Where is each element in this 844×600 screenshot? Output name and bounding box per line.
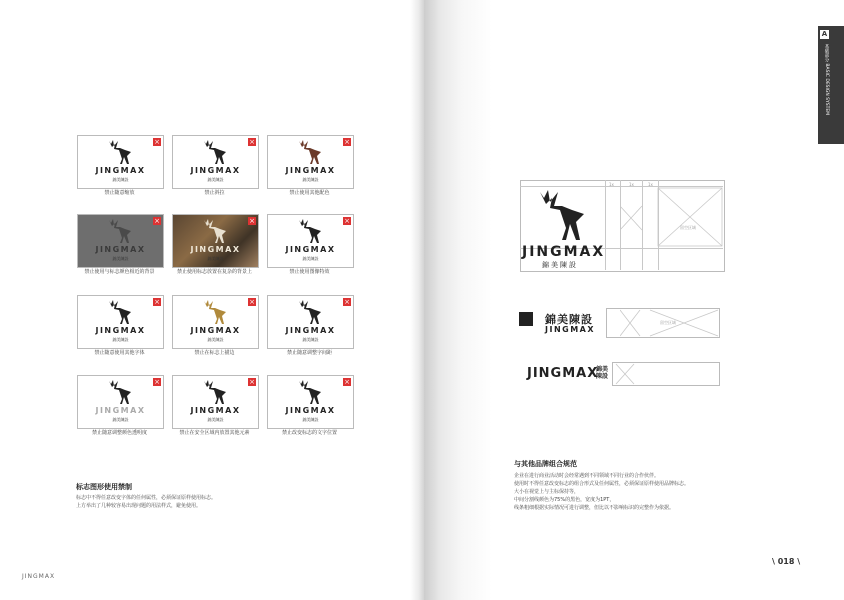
prohibited-x-icon: × (154, 298, 160, 306)
misuse-card (267, 375, 354, 429)
card-chinese: 錦美陳設 (302, 256, 319, 261)
right-section-title: 与其他品牌组合规范 (514, 460, 577, 468)
card-chinese: 錦美陳設 (302, 417, 319, 422)
misuse-card (267, 214, 354, 268)
grid-label: 1x (629, 182, 634, 187)
left-section-title: 标志图形使用禁制 (76, 483, 132, 491)
prohibited-x-icon: × (154, 378, 160, 386)
misuse-caption: 禁止使用与标志颜色相近的背景 (84, 269, 155, 275)
card-chinese: 錦美陳設 (112, 417, 129, 422)
side-tab-text: 基础部分 BASIC DESIGN SYSTEM (824, 44, 829, 116)
prohibited-x-icon: × (154, 138, 160, 146)
deer-logo-icon (295, 139, 325, 165)
card-wordmark: JINGMAX (285, 406, 336, 415)
misuse-card (267, 135, 354, 189)
card-wordmark: JINGMAX (190, 245, 241, 254)
prohibited-x-icon: × (249, 298, 255, 306)
deer-logo-icon (295, 299, 325, 325)
right-paragraph: 企业在进行商业活动时会经常遇到不同领域不同行业的合作伙伴。 使用时不得任意改变标志的组合形式及任何属性，必须保证原样使用品牌标志。 大小在视觉上与主标保持等， 中间分割线颜色为75%的黑色，宽度为1PT， 线条粗细根据实际情况可进行调整，但比以不影响标识的完整作为依据。 (514, 473, 690, 511)
deer-logo-mark (532, 188, 592, 243)
deer-logo-icon (105, 139, 135, 165)
card-wordmark: JINGMAX (95, 326, 146, 335)
deer-logo-icon (200, 139, 230, 165)
grid-label: 1x (648, 182, 653, 187)
misuse-caption: 禁止随意调整颜色透明度 (91, 430, 147, 436)
footer-brand: JINGMAX (22, 573, 56, 580)
misuse-card (77, 295, 164, 349)
misuse-card (267, 295, 354, 349)
logo-square-mark (519, 312, 533, 326)
misuse-caption: 禁止随意调整字间距 (286, 350, 332, 356)
card-chinese: 錦美陳設 (112, 177, 129, 182)
prohibited-x-icon: × (154, 217, 160, 225)
misuse-caption: 禁止在安全区域内放置其他元素 (179, 430, 250, 436)
prohibited-x-icon: × (344, 217, 350, 225)
grid-label: 1x (609, 182, 614, 187)
misuse-card (172, 135, 259, 189)
misuse-caption: 禁止随意缩放 (104, 190, 135, 196)
misuse-caption: 禁止随意使用其他字体 (94, 350, 145, 356)
card-chinese: 錦美陳設 (302, 177, 319, 182)
misuse-card (172, 375, 259, 429)
cobrand2-cross (612, 362, 718, 386)
safe-area-label: 留空区域 (680, 225, 696, 230)
deer-logo-icon (105, 379, 135, 405)
card-chinese: 錦美陳設 (112, 256, 129, 261)
prohibited-x-icon: × (344, 298, 350, 306)
card-wordmark: JINGMAX (190, 326, 241, 335)
prohibited-x-icon: × (249, 217, 255, 225)
deer-logo-icon (295, 379, 325, 405)
side-tab-letter: A (821, 30, 828, 38)
card-chinese: 錦美陳設 (207, 417, 224, 422)
cobrand2-wordmark: JINGMAX (527, 366, 599, 381)
card-wordmark: JINGMAX (190, 406, 241, 415)
card-wordmark: JINGMAX (285, 245, 336, 254)
misuse-caption: 禁止使用图像特效 (289, 269, 330, 275)
construction-wordmark: JINGMAX (522, 244, 606, 260)
card-wordmark: JINGMAX (285, 166, 336, 175)
deer-logo-icon (200, 299, 230, 325)
misuse-card (172, 295, 259, 349)
page-number: \ 018 \ (772, 557, 801, 566)
misuse-caption: 禁止斜拉 (204, 190, 225, 196)
card-wordmark: JINGMAX (95, 406, 146, 415)
misuse-card (77, 135, 164, 189)
card-wordmark: JINGMAX (95, 245, 146, 254)
misuse-caption: 禁止使用其他配色 (289, 190, 330, 196)
deer-logo-icon (105, 299, 135, 325)
card-wordmark: JINGMAX (95, 166, 146, 175)
card-chinese: 錦美陳設 (112, 337, 129, 342)
card-chinese: 錦美陳設 (207, 256, 224, 261)
left-paragraph: 标志中不得任意改变字体的任何属性，必须保证原样使用标志。 上方举出了几种较容易出现问题的用法样式，避免使用。 (76, 495, 217, 509)
safe-area-cross (620, 186, 724, 248)
cobrand-safe-label: 留空区域 (660, 320, 676, 325)
card-chinese: 錦美陳設 (207, 177, 224, 182)
card-wordmark: JINGMAX (190, 166, 241, 175)
side-tab (818, 26, 844, 144)
book-gutter (410, 0, 424, 600)
deer-logo-icon (200, 218, 230, 244)
deer-logo-icon (200, 379, 230, 405)
misuse-caption: 禁止使用标志放置在复杂的背景上 (176, 269, 252, 275)
misuse-caption: 禁止改变标志的文字位置 (281, 430, 337, 436)
misuse-card (77, 214, 164, 268)
deer-logo-icon (105, 218, 135, 244)
cobrand-wordmark: JINGMAX (545, 325, 596, 334)
prohibited-x-icon: × (344, 138, 350, 146)
prohibited-x-icon: × (344, 378, 350, 386)
misuse-caption: 禁止在标志上描边 (194, 350, 235, 356)
deer-logo-icon (295, 218, 325, 244)
cobrand-chinese: 錦美陳設 (545, 313, 593, 326)
misuse-card (77, 375, 164, 429)
card-chinese: 錦美陳設 (302, 337, 319, 342)
card-wordmark: JINGMAX (285, 326, 336, 335)
card-chinese: 錦美陳設 (207, 337, 224, 342)
prohibited-x-icon: × (249, 378, 255, 386)
cobrand2-chinese: 錦美陳設 (596, 366, 609, 380)
prohibited-x-icon: × (249, 138, 255, 146)
misuse-card (172, 214, 259, 268)
construction-chinese: 錦美陳設 (542, 261, 578, 269)
